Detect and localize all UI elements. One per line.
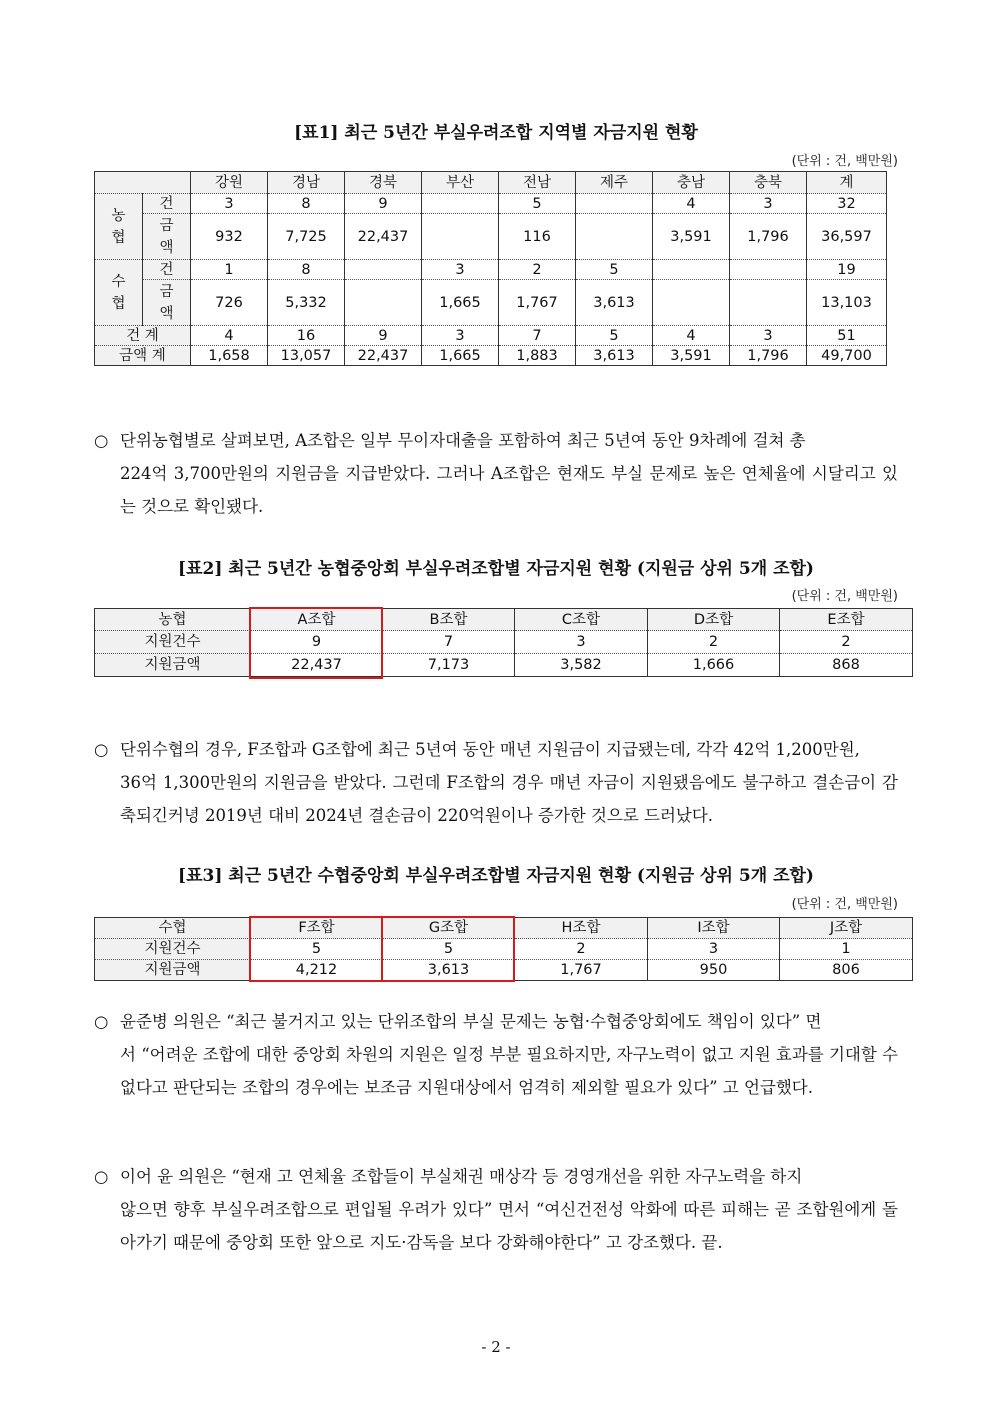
table-cell: 16 bbox=[268, 326, 345, 346]
table2-title: [표2] 최근 5년간 농협중앙회 부실우려조합별 자금지원 현황 (지원금 상위 5개 조합) bbox=[178, 559, 814, 579]
table-cell: 1,665 bbox=[422, 346, 499, 366]
page-number: - 2 - bbox=[481, 1338, 511, 1356]
table-cell: 1,883 bbox=[499, 346, 576, 366]
table-cell: 1,666 bbox=[648, 654, 780, 677]
table-row bbox=[95, 326, 887, 346]
table-cell: 7 bbox=[499, 326, 576, 346]
table-cell: 4,212 bbox=[251, 960, 383, 981]
table1-col: 부산 bbox=[422, 172, 499, 194]
table-cell: 1,796 bbox=[730, 214, 807, 260]
table-cell bbox=[653, 280, 730, 326]
table-cell: 5 bbox=[383, 939, 515, 960]
highlight-box-a bbox=[249, 607, 383, 679]
paragraph-1-rest: 224억 3,700만원의 지원금을 지급받았다. 그러나 A조합은 현재도 부실 문제로 높은 연체율에 시달리고 있는 것으로 확인됐다. bbox=[120, 464, 898, 516]
table1-nh-label bbox=[95, 194, 143, 260]
table3-header-cell: F조합 bbox=[251, 918, 383, 939]
table-cell: 5 bbox=[499, 194, 576, 214]
table-cell: 3,613 bbox=[576, 346, 653, 366]
table1-total-count-label: 건 계 bbox=[95, 326, 191, 346]
table2-row-label: 지원금액 bbox=[95, 654, 251, 677]
table1-sh-count-label: 건 bbox=[143, 260, 191, 280]
table-cell: 1,767 bbox=[499, 280, 576, 326]
table3-title: [표3] 최근 5년간 수협중앙회 부실우려조합별 자금지원 현황 (지원금 상위 5개 조합) bbox=[178, 866, 814, 886]
paragraph-2 bbox=[94, 733, 898, 832]
table-cell: 8 bbox=[268, 194, 345, 214]
table1-corner bbox=[95, 172, 191, 194]
table-cell: 950 bbox=[648, 960, 780, 981]
table-cell: 22,437 bbox=[345, 346, 422, 366]
table-cell: 9 bbox=[345, 326, 422, 346]
table1-sh-label bbox=[95, 260, 143, 326]
table-row bbox=[95, 194, 887, 214]
table-cell: 3,613 bbox=[383, 960, 515, 981]
table-cell: 4 bbox=[653, 326, 730, 346]
table-cell: 1,665 bbox=[422, 280, 499, 326]
table1-sh-label-text: 수협 bbox=[111, 273, 126, 312]
table-cell: 1 bbox=[780, 939, 913, 960]
table1-col: 경남 bbox=[268, 172, 345, 194]
table2-header-cell: B조합 bbox=[383, 609, 515, 631]
table-cell bbox=[422, 214, 499, 260]
table-cell: 4 bbox=[653, 194, 730, 214]
table1-col: 충남 bbox=[653, 172, 730, 194]
table-cell: 5 bbox=[576, 260, 653, 280]
paragraph-3-line1: 윤준병 의원은 “최근 불거지고 있는 단위조합의 부실 문제는 농협·수협중앙회에도 책임이 있다” 면 bbox=[120, 1012, 822, 1031]
table-row bbox=[95, 260, 887, 280]
table3-row-label: 지원금액 bbox=[95, 960, 251, 981]
table1-title: [표1] 최근 5년간 부실우려조합 지역별 자금지원 현황 bbox=[294, 123, 698, 143]
table-cell: 36,597 bbox=[807, 214, 887, 260]
table-cell: 2 bbox=[499, 260, 576, 280]
table1-sh-amount-label-text: 금액 bbox=[159, 283, 174, 322]
paragraph-1 bbox=[94, 424, 898, 523]
table2-header-cell: A조합 bbox=[251, 609, 383, 631]
table1-total-amount-label: 금액 계 bbox=[95, 346, 191, 366]
table-cell: 868 bbox=[780, 654, 913, 677]
table-cell: 8 bbox=[268, 260, 345, 280]
paragraph-2-rest: 36억 1,300만원의 지원금을 받았다. 그런데 F조합의 경우 매년 자금이 지원됐음에도 불구하고 결손금이 감축되긴커녕 2019년 대비 2024년 결손금이 220억원이나 증가한 것으로 드러났다. bbox=[120, 773, 898, 825]
table-cell: 22,437 bbox=[345, 214, 422, 260]
table-cell: 2 bbox=[648, 631, 780, 654]
table-cell bbox=[576, 194, 653, 214]
table-cell: 3 bbox=[191, 194, 268, 214]
table-cell: 2 bbox=[780, 631, 913, 654]
table-cell bbox=[345, 280, 422, 326]
paragraph-3-rest: 서 “어려운 조합에 대한 중앙회 차원의 지원은 일정 부분 필요하지만, 자구노력이 없고 지원 효과를 기대할 수 없다고 판단되는 조합의 경우에는 보조금 지원대상에서 엄격히 제외할 필요가 있다” 고 언급했다. bbox=[120, 1045, 898, 1097]
table-cell: 806 bbox=[780, 960, 913, 981]
table-cell: 3 bbox=[422, 260, 499, 280]
table-row bbox=[95, 654, 913, 677]
table1-col: 강원 bbox=[191, 172, 268, 194]
table-cell: 1,767 bbox=[515, 960, 648, 981]
circle-bullet-icon: ○ bbox=[94, 431, 109, 450]
table-cell: 9 bbox=[345, 194, 422, 214]
table1 bbox=[94, 171, 887, 366]
table1-col: 전남 bbox=[499, 172, 576, 194]
table-cell: 13,103 bbox=[807, 280, 887, 326]
table-cell: 19 bbox=[807, 260, 887, 280]
table2-header-cell: D조합 bbox=[648, 609, 780, 631]
table2-unit: (단위 : 건, 백만원) bbox=[791, 589, 898, 604]
table-cell: 726 bbox=[191, 280, 268, 326]
paragraph-4-line1: 이어 윤 의원은 “현재 고 연체율 조합들이 부실채권 매상각 등 경영개선을 위한 자구노력을 하지 bbox=[120, 1167, 803, 1186]
table1-nh-amount-label-text: 금액 bbox=[159, 217, 174, 256]
paragraph-4 bbox=[94, 1160, 898, 1259]
table2-header-cell: 농협 bbox=[95, 609, 251, 631]
table-cell: 3,591 bbox=[653, 214, 730, 260]
table2-header-cell: E조합 bbox=[780, 609, 913, 631]
table-cell: 116 bbox=[499, 214, 576, 260]
table-cell: 1,658 bbox=[191, 346, 268, 366]
table-cell: 3,591 bbox=[653, 346, 730, 366]
table-cell: 3 bbox=[730, 326, 807, 346]
table-cell: 2 bbox=[515, 939, 648, 960]
table3-header-cell: I조합 bbox=[648, 918, 780, 939]
table1-unit: (단위 : 건, 백만원) bbox=[791, 154, 898, 169]
circle-bullet-icon: ○ bbox=[94, 740, 109, 759]
table-cell: 7,725 bbox=[268, 214, 345, 260]
table-cell: 932 bbox=[191, 214, 268, 260]
table-cell: 32 bbox=[807, 194, 887, 214]
table-cell: 9 bbox=[251, 631, 383, 654]
table3-header-cell: 수협 bbox=[95, 918, 251, 939]
table3-header-cell: J조합 bbox=[780, 918, 913, 939]
paragraph-2-line1: 단위수협의 경우, F조합과 G조합에 최근 5년여 동안 매년 지원금이 지급됐는데, 각각 42억 1,200만원, bbox=[120, 740, 860, 759]
paragraph-3 bbox=[94, 1005, 898, 1104]
table3-header-cell: H조합 bbox=[515, 918, 648, 939]
table-cell: 7 bbox=[383, 631, 515, 654]
table-cell: 7,173 bbox=[383, 654, 515, 677]
table1-col: 충북 bbox=[730, 172, 807, 194]
table1-nh-amount-label bbox=[143, 214, 191, 260]
table-cell: 5 bbox=[576, 326, 653, 346]
table3-unit: (단위 : 건, 백만원) bbox=[791, 897, 898, 912]
table-cell bbox=[653, 260, 730, 280]
paragraph-1-line1: 단위농협별로 살펴보면, A조합은 일부 무이자대출을 포함하여 최근 5년여 동안 9차례에 걸쳐 총 bbox=[120, 431, 806, 450]
table-cell: 1 bbox=[191, 260, 268, 280]
table-cell: 49,700 bbox=[807, 346, 887, 366]
table-cell bbox=[345, 260, 422, 280]
circle-bullet-icon: ○ bbox=[94, 1167, 109, 1186]
table1-nh-count-label: 건 bbox=[143, 194, 191, 214]
table-cell: 5 bbox=[251, 939, 383, 960]
table1-col: 계 bbox=[807, 172, 887, 194]
table-cell: 3 bbox=[730, 194, 807, 214]
table1-sh-amount-label bbox=[143, 280, 191, 326]
table1-nh-label-text: 농협 bbox=[111, 207, 126, 246]
table-cell: 3,613 bbox=[576, 280, 653, 326]
table-cell: 1,796 bbox=[730, 346, 807, 366]
table1-col: 제주 bbox=[576, 172, 653, 194]
table-cell: 3,582 bbox=[515, 654, 648, 677]
table3-row-label: 지원건수 bbox=[95, 939, 251, 960]
table-row bbox=[95, 631, 913, 654]
table-cell bbox=[730, 260, 807, 280]
table1-header-row bbox=[95, 172, 887, 194]
table-row bbox=[95, 214, 887, 260]
table-cell: 51 bbox=[807, 326, 887, 346]
table-cell: 13,057 bbox=[268, 346, 345, 366]
table2-header-cell: C조합 bbox=[515, 609, 648, 631]
table1-col: 경북 bbox=[345, 172, 422, 194]
table-cell: 3 bbox=[422, 326, 499, 346]
paragraph-4-rest: 않으면 향후 부실우려조합으로 편입될 우려가 있다” 면서 “여신건전성 악화에 따른 피해는 곧 조합원에게 돌아가기 때문에 중앙회 또한 앞으로 지도·감독을 보다 강화해야한다” 고 강조했다. 끝. bbox=[120, 1200, 898, 1252]
table-cell: 4 bbox=[191, 326, 268, 346]
table-cell bbox=[730, 280, 807, 326]
highlight-box-divider bbox=[381, 916, 383, 982]
table-cell bbox=[422, 194, 499, 214]
table2-row-label: 지원건수 bbox=[95, 631, 251, 654]
table3-header-cell: G조합 bbox=[383, 918, 515, 939]
table-row bbox=[95, 346, 887, 366]
table-cell: 3 bbox=[515, 631, 648, 654]
table2 bbox=[94, 608, 913, 677]
table-cell: 3 bbox=[648, 939, 780, 960]
table-cell: 22,437 bbox=[251, 654, 383, 677]
table-row bbox=[95, 280, 887, 326]
circle-bullet-icon: ○ bbox=[94, 1012, 109, 1031]
table-cell: 5,332 bbox=[268, 280, 345, 326]
table2-header-row bbox=[95, 609, 913, 631]
table-cell bbox=[576, 214, 653, 260]
